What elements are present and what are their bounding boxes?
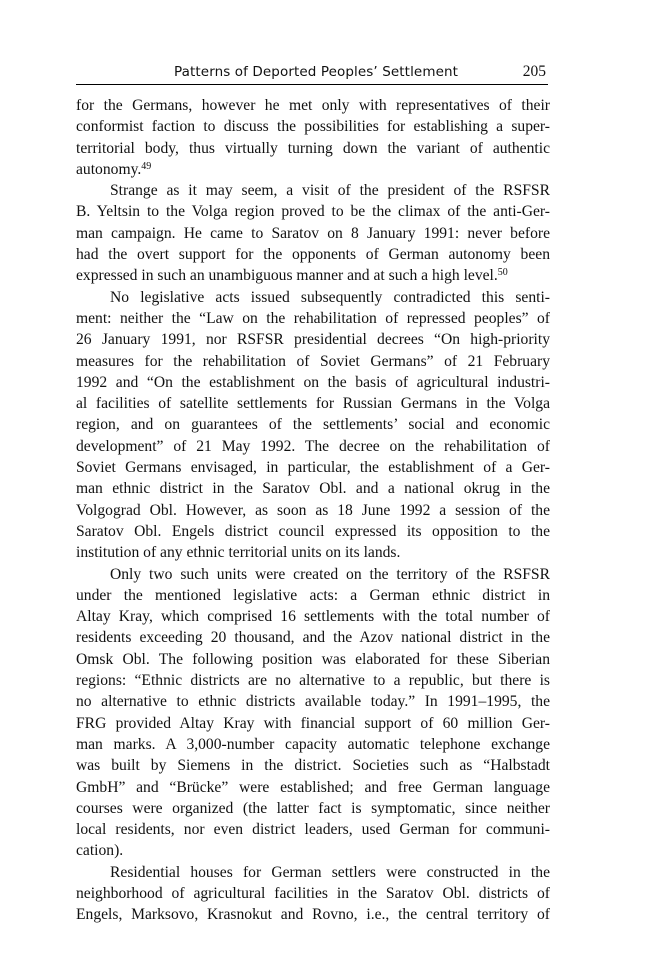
text-line: measures for the rehabilitation of Soviet Germans” of 21 February	[76, 352, 550, 370]
text-line: Only two such units were created on the territory of the RSFSR	[110, 565, 550, 583]
text-line: was built by Siemens in the district. Societies such as “Halbstadt	[76, 757, 550, 775]
footnote-marker: 49	[141, 160, 152, 172]
text-line: Strange as it may seem, a visit of the president of the RSFSR	[110, 182, 550, 200]
body-text	[76, 95, 550, 926]
text-line: FRG provided Altay Kray with financial support of 60 million Ger-	[76, 714, 550, 732]
text-line: ment: neither the “Law on the rehabilitation of repressed peoples” of	[76, 309, 550, 327]
text-line: GmbH” and “Brücke” were established; and free German language	[76, 778, 550, 796]
text-line: had the overt support for the opponents of German autonomy been	[76, 246, 550, 264]
text-line: Omsk Obl. The following position was elaborated for these Siberian	[76, 650, 550, 668]
paragraph	[76, 180, 550, 286]
text-line: Altay Kray, which comprised 16 settlements with the total number of	[76, 608, 550, 626]
text-line: under the mentioned legislative acts: a German ethnic district in	[76, 586, 550, 604]
text-line: development” of 21 May 1992. The decree on the rehabilitation of	[76, 437, 550, 455]
text-line: for the Germans, however he met only with representatives of their	[76, 97, 550, 114]
text-line: Residential houses for German settlers were constructed in the	[110, 863, 550, 881]
text-line: autonomy.$^{49}$	[76, 160, 152, 178]
text-line: 26 January 1991, nor RSFSR presidential decrees “On high-priority	[76, 331, 550, 349]
text-line: Volgograd Obl. However, as soon as 18 June 1992 a session of the	[76, 501, 550, 519]
text-line: No legislative acts issued subsequently contradicted this senti-	[110, 288, 550, 306]
paragraph	[76, 287, 550, 564]
text-line: man ethnic district in the Saratov Obl. and a national okrug in the	[76, 480, 550, 498]
text-line: 1992 and “On the establishment on the basis of agricultural industri-	[76, 373, 550, 391]
text-line: man campaign. He came to Saratov on 8 January 1991: never before	[76, 224, 550, 242]
text-line: territorial body, thus virtually turning down the variant of authentic	[76, 139, 550, 157]
text-line: region, and on guarantees of the settlements’ social and economic	[76, 416, 550, 434]
text-line: local residents, nor even district leaders, used German for communi-	[76, 821, 550, 839]
page-number: 205	[522, 63, 546, 80]
text-line: institution of any ethnic territorial units on its lands.	[76, 544, 401, 562]
text-line: neighborhood of agricultural facilities in the Saratov Obl. districts of	[76, 884, 550, 902]
text-line: man marks. A 3,000-number capacity automatic telephone exchange	[76, 735, 550, 753]
text-line: B. Yeltsin to the Volga region proved to be the climax of the anti-Ger-	[76, 203, 550, 221]
text-line: regions: “Ethnic districts are no alternative to a republic, but there is	[76, 672, 550, 690]
text-line: residents exceeding 20 thousand, and the Azov national district in the	[76, 629, 550, 647]
text-line: Engels, Marksovo, Krasnokut and Rovno, i.e., the central territory of	[76, 906, 550, 924]
text-line: cation).	[76, 842, 124, 860]
text-line: courses were organized (the latter fact is symptomatic, since neither	[76, 799, 550, 817]
footnote-marker: 50	[497, 267, 508, 279]
text-line: al facilities of satellite settlements for Russian Germans in the Volga	[76, 395, 550, 413]
text-line: conformist faction to discuss the possibilities for establishing a super-	[76, 118, 550, 136]
text-line: Soviet Germans envisaged, in particular, the establishment of a Ger-	[76, 459, 550, 477]
text-line: expressed in such an unambiguous manner and at such a high level.$^{50}$	[76, 267, 508, 285]
text-line: no alternative to ethnic districts available today.” In 1991–1995, the	[76, 693, 550, 711]
running-head	[76, 62, 548, 85]
paragraph	[76, 564, 550, 862]
paragraph	[76, 95, 550, 180]
text-line: Saratov Obl. Engels district council expressed its opposition to the	[76, 522, 550, 540]
paragraph	[76, 862, 550, 926]
running-title: Patterns of Deported Peoples’ Settlement	[174, 64, 459, 80]
